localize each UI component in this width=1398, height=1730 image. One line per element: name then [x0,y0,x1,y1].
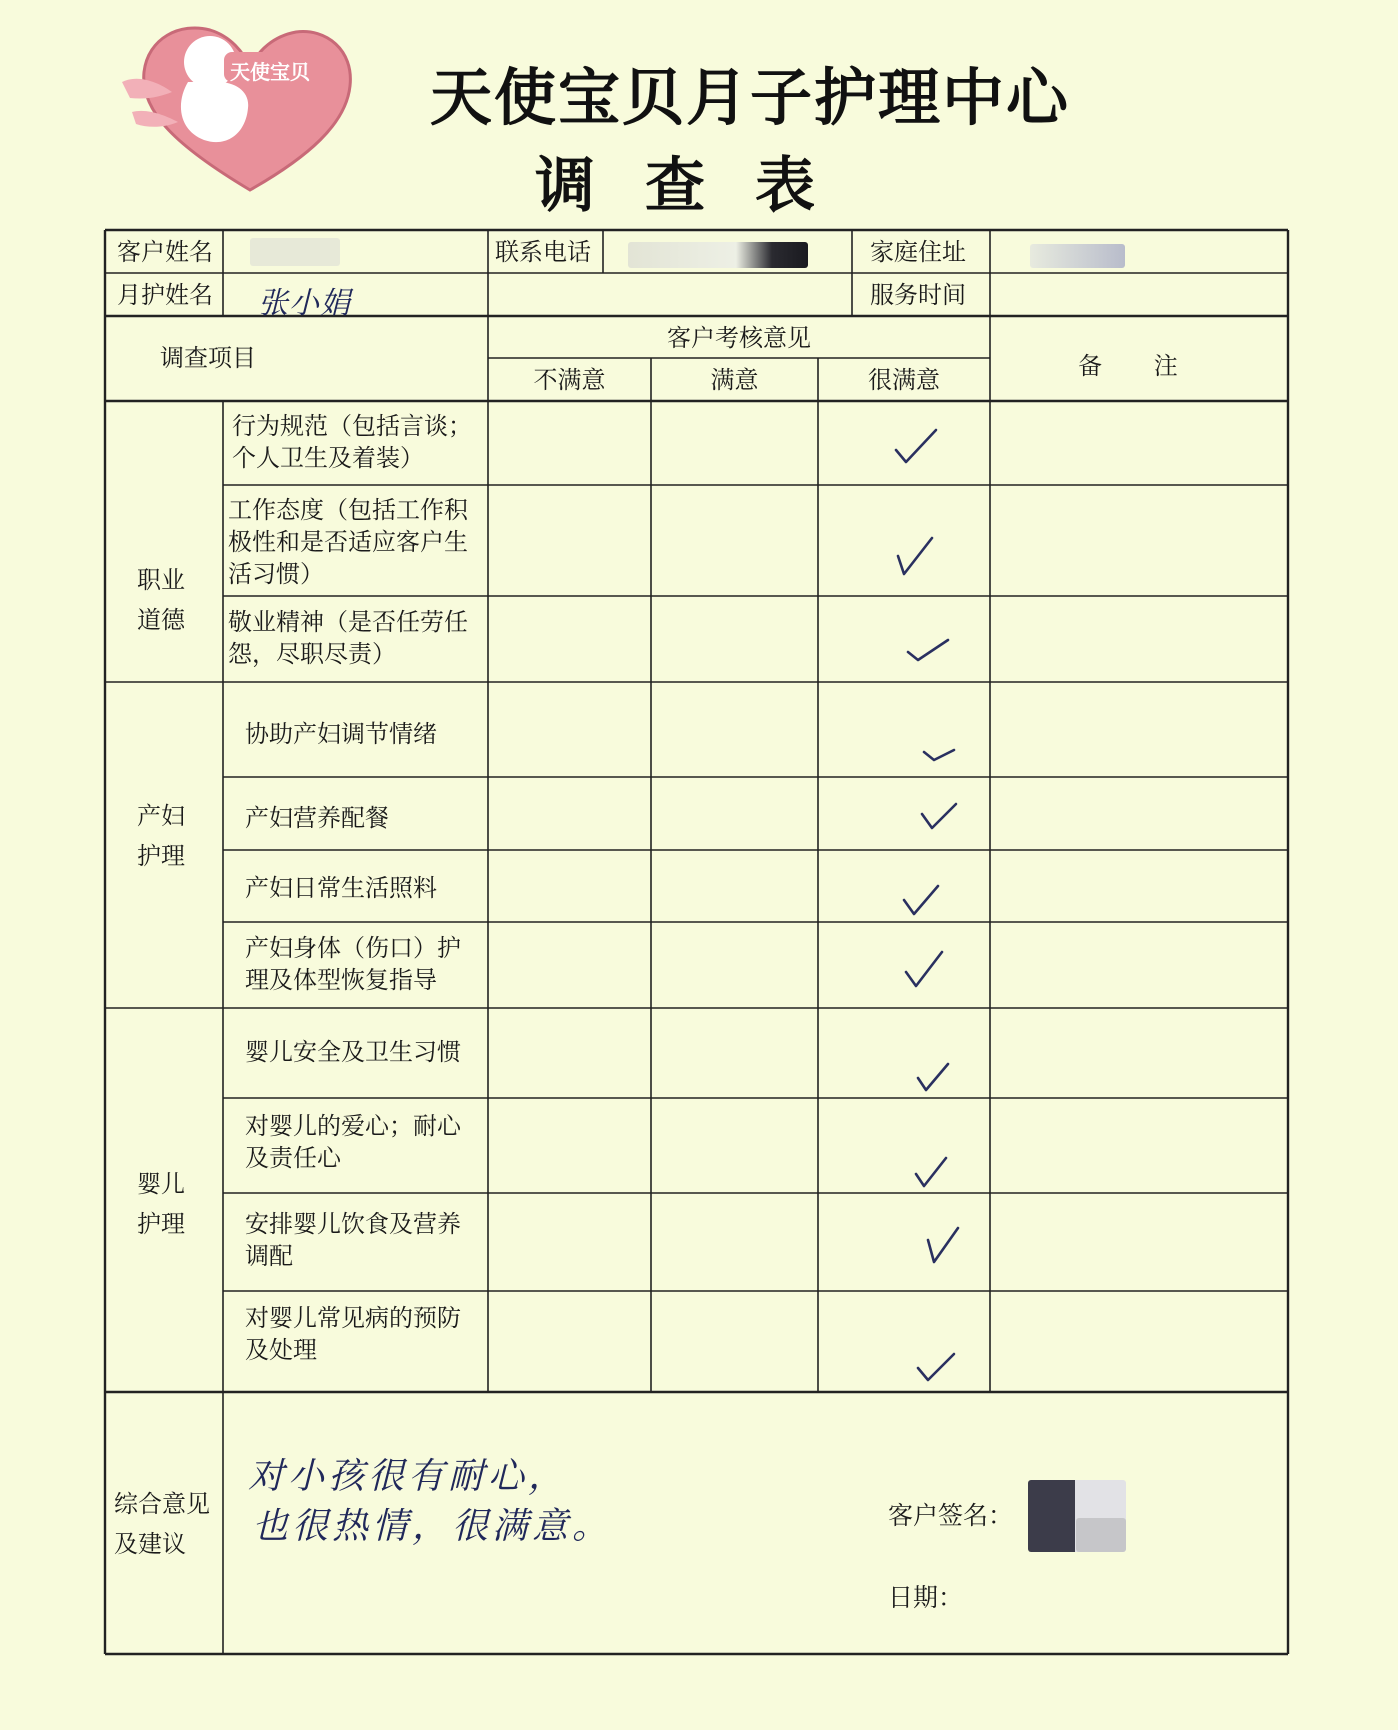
phone-label: 联系电话 [495,238,591,266]
service-time-label: 服务时间 [870,281,966,309]
rating-header-dissatisfied: 不满意 [533,366,606,394]
survey-item: 工作态度（包括工作积 极性和是否适应客户生 活习惯） [228,496,468,588]
summary-comment-line1: 对小孩很有耐心， [248,1456,569,1497]
checkmark-icon [904,630,954,674]
remarks-header: 备 注 [1078,352,1200,380]
summary-comment-line2: 也很热情，很满意。 [252,1506,613,1547]
checkmark-icon [892,424,942,468]
logo-text: 天使宝贝 [230,60,310,84]
rating-header-satisfied: 满意 [710,366,759,394]
checkmark-icon [902,950,952,994]
checkmark-icon [914,1056,964,1100]
survey-item: 安排婴儿饮食及营养 调配 [245,1210,461,1270]
summary-label: 综合意见 及建议 [114,1490,210,1558]
checkmark-icon [900,880,950,924]
group-baby-care: 婴儿 护理 [137,1170,185,1238]
checkmark-icon [914,1346,964,1390]
survey-item: 婴儿安全及卫生习惯 [245,1038,461,1066]
checkmark-icon [912,1152,962,1196]
survey-item: 产妇日常生活照料 [245,874,437,902]
form-title: 天使宝贝月子护理中心 [429,61,1070,134]
checkmark-icon [892,536,942,580]
phone-redaction [628,242,808,268]
signature-redaction-lower [1076,1518,1126,1552]
form-subtitle: 调查表 [535,151,865,221]
checkmark-icon [920,746,970,790]
group-mother-care: 产妇 护理 [137,802,185,870]
signature-label: 客户签名： [888,1501,1014,1530]
customer-opinion-header: 客户考核意见 [667,324,811,352]
date-label: 日期： [888,1583,964,1612]
survey-item: 协助产妇调节情绪 [245,720,437,748]
survey-item: 行为规范（包括言谈； 个人卫生及着装） [232,412,472,472]
survey-item: 对婴儿常见病的预防 及处理 [245,1304,461,1364]
group-professional-ethics: 职业 道德 [137,566,185,634]
customer-name-label: 客户姓名 [117,238,213,266]
nurse-name-label: 月护姓名 [117,281,213,309]
address-label: 家庭住址 [870,238,966,266]
customer-name-redaction [250,238,340,266]
survey-item: 敬业精神（是否任劳任 怨，尽职尽责） [228,608,468,668]
survey-item: 产妇身体（伤口）护 理及体型恢复指导 [245,934,461,994]
checkmark-icon [918,800,968,844]
nurse-name-handwritten: 张小娟 [258,286,351,321]
address-redaction [1030,244,1125,268]
survey-item: 产妇营养配餐 [245,804,389,832]
survey-item: 对婴儿的爱心；耐心 及责任心 [245,1112,461,1172]
survey-item-header: 调查项目 [160,344,256,372]
rating-header-very-satisfied: 很满意 [868,366,940,394]
checkmark-icon [922,1226,972,1270]
